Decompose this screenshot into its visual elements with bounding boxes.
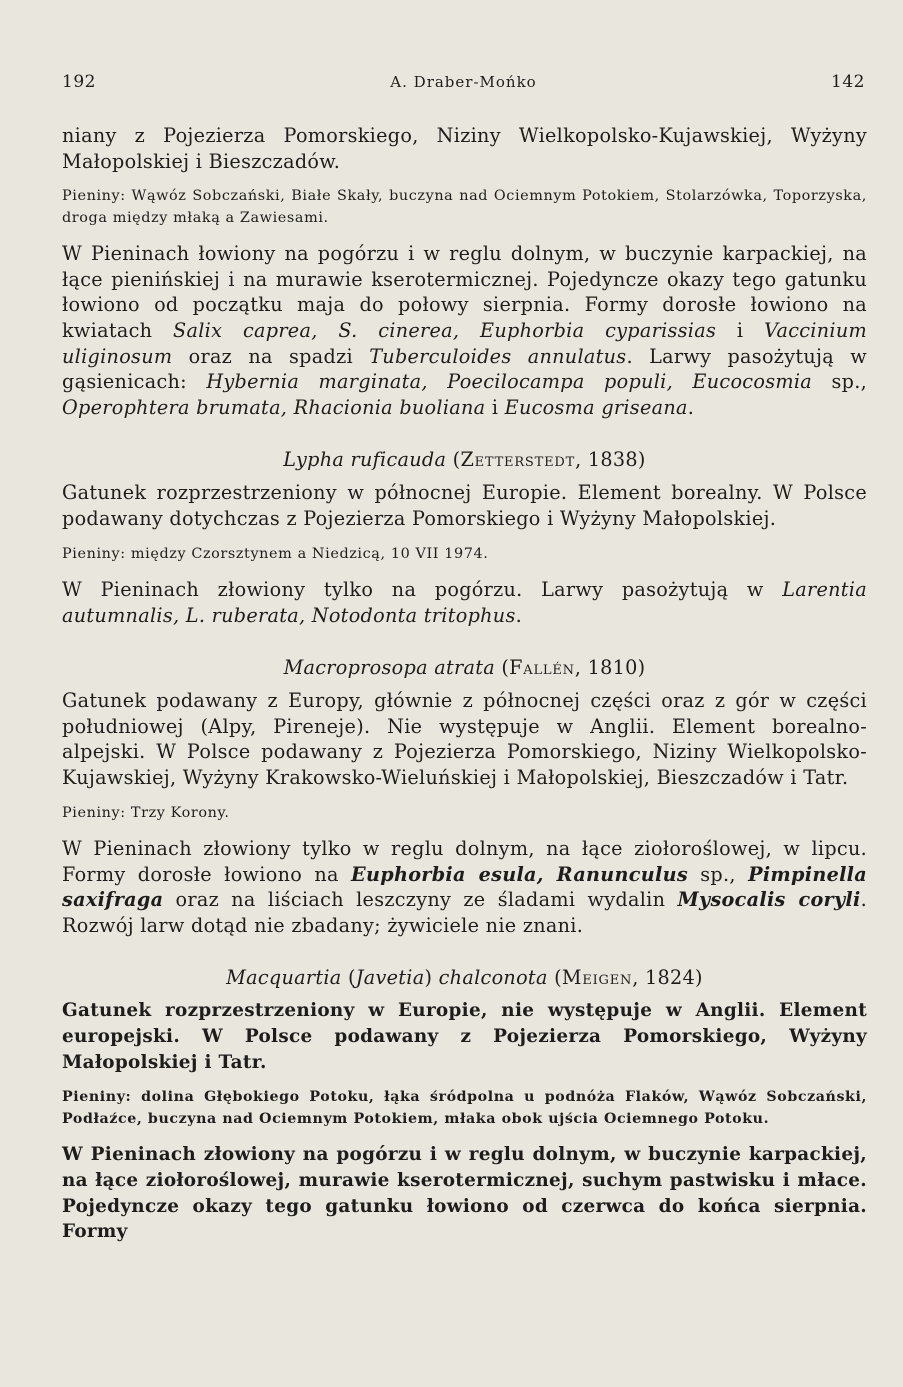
locality-list: Pieniny: Wąwóz Sobczański, Białe Skały, buczyna nad Ociemnym Potokiem, Stolarzówka, Toporzyska, droga między młaką a Zawiesami. <box>62 188 867 226</box>
page-header <box>62 72 865 92</box>
species-author: Fallén <box>509 656 575 680</box>
species-year: , 1838) <box>575 448 646 472</box>
text-run: oraz na liściach leszczyny ze śladami wydalin <box>163 888 678 912</box>
locality-list: Pieniny: dolina Głębokiego Potoku, łąka śródpolna u podnóża Flaków, Wąwóz Sobczański, Podłaźce, buczyna nad Ociemnym Potokiem, młaka obok ujścia Ociemnego Potoku. <box>62 1089 867 1127</box>
page-number: 192 <box>62 72 96 92</box>
running-number: 142 <box>831 72 865 92</box>
text-run: . <box>687 395 695 419</box>
subgenus-name: Javetia <box>355 966 425 990</box>
text-run: i <box>716 318 765 342</box>
paragraph-continuation: niany z Pojezierza Pomorskiego, Niziny Wielkopolsko-Kujawskiej, Wyżyny Małopolskiej i Bieszczadów. <box>62 124 867 173</box>
text-run: sp., <box>812 370 867 394</box>
taxon-names: Hybernia marginata, Poecilocampa populi, Eucocosmia <box>206 370 813 394</box>
taxon-name: Vaccinium uliginosum <box>62 318 867 368</box>
taxon-names: Operophtera brumata, Rhacionia buoliana <box>62 395 486 419</box>
locality-list: Pieniny: Trzy Korony. <box>62 804 230 821</box>
species-heading: Lypha ruficauda (Zetterstedt, 1838) <box>283 448 646 472</box>
species-name: Lypha ruficauda <box>283 448 447 472</box>
paragraph-biology: W Pieninach złowiony na pogórzu i w reglu dolnym, w buczynie karpackiej, na łące ziołoroślowej, murawie kserotermicznej, suchym pastwisku i młace. Pojedyncze okazy tego gatunku łowiono od czerwca do końca sierpnia. Formy <box>62 1144 867 1243</box>
paragraph-biology <box>62 577 867 628</box>
text-run: . <box>515 603 523 627</box>
taxon-names: Larentia autumnalis, L. ruberata, Notodonta tritophus <box>62 578 867 627</box>
taxon-name: Pimpinella saxifraga <box>62 862 867 912</box>
locality-list: Pieniny: między Czorsztynem a Niedzicą, 10 VII 1974. <box>62 545 489 562</box>
species-author: Zetterstedt <box>460 448 576 472</box>
text-run: . Larwy pasożytują w gąsienicach: <box>62 344 867 394</box>
page-content <box>62 123 867 1245</box>
text-run: sp., <box>687 862 749 886</box>
paragraph-biology <box>62 241 867 420</box>
taxon-name: Tuberculoides annulatus <box>369 344 627 368</box>
running-author: A. Draber-Mońko <box>390 73 537 91</box>
taxon-name: Mysocalis coryli <box>677 888 861 912</box>
species-year: , 1824) <box>632 966 703 990</box>
paragraph-biology <box>62 836 867 938</box>
taxon-names: Euphorbia esula, Ranunculus <box>351 862 688 886</box>
taxon-name: Eucosma griseana <box>504 395 688 419</box>
genus-name: Macquartia <box>226 966 342 990</box>
species-name: Macroprosopa atrata <box>283 656 495 680</box>
species-heading: Macquartia (Javetia) chalconota (Meigen, 1824) <box>226 966 703 990</box>
paragraph-distribution: Gatunek rozprzestrzeniony w Europie, nie występuje w Anglii. Element europejski. W Polsce podawany z Pojezierza Pomorskiego, Wyżyny Małopolskiej i Tatr. <box>62 1000 867 1073</box>
text-run: W Pieninach łowiony na pogórzu i w reglu dolnym, w buczynie karpackiej, na łące pienińskiej i na murawie kserotermicznej. Pojedyncze okazy tego gatunku łowiono od początku maja do połowy sierpnia. Formy dorosłe łowiono na kwiatach <box>62 242 867 342</box>
text-run: W Pieninach złowiony tylko na pogórzu. Larwy pasożytują w <box>62 578 783 602</box>
species-heading: Macroprosopa atrata (Fallén, 1810) <box>283 656 646 680</box>
paragraph-distribution: Gatunek podawany z Europy, głównie z północnej części oraz z gór w części południowej (Alpy, Pireneje). Nie występuje w Anglii. Element borealno-alpejski. W Polsce podawany z Pojezierza Pomorskiego, Niziny Wielkopolsko-Kujawskiej, Wyżyny Krakowsko-Wieluńskiej i Małopolskiej, Bieszczadów i Tatr. <box>62 689 867 789</box>
paren-open: ( <box>341 966 356 990</box>
paren-close: ) <box>424 966 439 990</box>
taxon-names: Salix caprea, S. cinerea, Euphorbia cyparissias <box>173 318 717 342</box>
paragraph-distribution: Gatunek rozprzestrzeniony w północnej Europie. Element borealny. W Polsce podawany dotychczas z Pojezierza Pomorskiego i Wyżyny Małopolskiej. <box>62 481 867 530</box>
text-run: . Rozwój larw dotąd nie zbadany; żywiciele nie znani. <box>62 888 867 937</box>
text-run: oraz na spadzi <box>172 344 370 368</box>
text-run: i <box>485 395 505 419</box>
species-year: , 1810) <box>574 656 646 680</box>
species-author: Meigen <box>561 966 633 990</box>
species-epithet: chalconota <box>438 966 548 990</box>
text-run: W Pieninach złowiony tylko w reglu dolnym, na łące ziołoroślowej, w lipcu. Formy dorosłe łowiono na <box>62 837 867 886</box>
